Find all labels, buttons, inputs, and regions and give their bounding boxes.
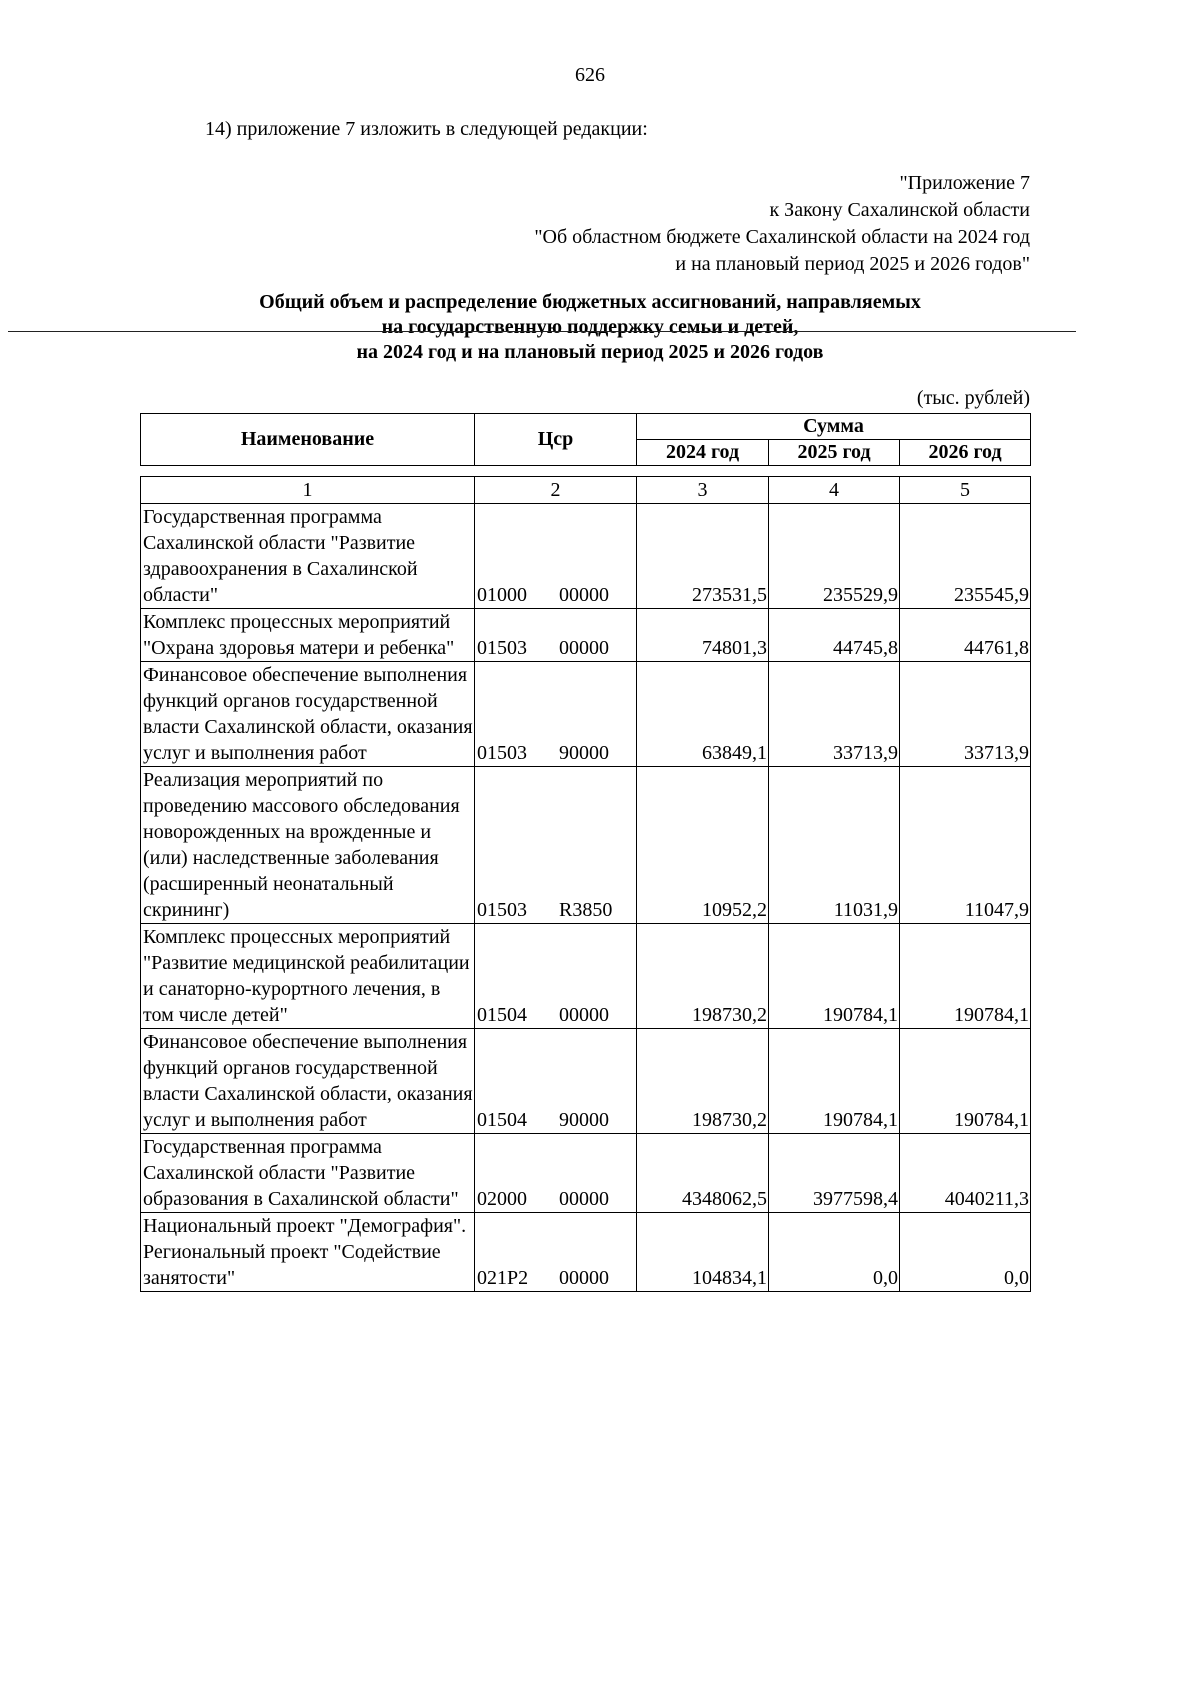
column-index: 3	[637, 477, 769, 504]
value-2025: 44745,8	[769, 609, 900, 662]
title-line: Общий объем и распределение бюджетных ассигнований, направляемых	[259, 291, 921, 313]
value-2024: 63849,1	[637, 662, 769, 767]
row-code	[475, 767, 637, 924]
header-sum: Сумма	[637, 414, 1031, 440]
value-2025: 33713,9	[769, 662, 900, 767]
code-part-2: 00000	[559, 584, 609, 606]
table-row	[141, 924, 1031, 1029]
value-2024: 74801,3	[637, 609, 769, 662]
header-name: Наименование	[141, 414, 475, 466]
value-2025: 3977598,4	[769, 1134, 900, 1213]
value-2026: 190784,1	[900, 1029, 1031, 1134]
appendix-line: и на плановый период 2025 и 2026 годов"	[675, 253, 1030, 275]
value-2024: 4348062,5	[637, 1134, 769, 1213]
value-2025: 11031,9	[769, 767, 900, 924]
code-part-1: 01000	[477, 584, 527, 606]
code-part-1: 01503	[477, 899, 527, 921]
row-code	[475, 504, 637, 609]
row-name: Финансовое обеспечение выполнения функций органов государственной власти Сахалинской области, оказания услуг и выполнения работ	[141, 1029, 475, 1134]
value-2024: 198730,2	[637, 1029, 769, 1134]
appendix-line: к Закону Сахалинской области	[769, 199, 1030, 221]
value-2026: 33713,9	[900, 662, 1031, 767]
code-part-1: 01504	[477, 1109, 527, 1131]
code-part-1: 01503	[477, 742, 527, 764]
appendix-line: "Приложение 7	[899, 172, 1030, 194]
code-part-2: R3850	[559, 899, 613, 921]
table-row	[141, 1213, 1031, 1292]
column-index: 1	[141, 477, 475, 504]
value-2024: 104834,1	[637, 1213, 769, 1292]
value-2024: 273531,5	[637, 504, 769, 609]
row-code	[475, 662, 637, 767]
units-label: (тыс. рублей)	[916, 387, 1030, 409]
page-number: 626	[575, 64, 605, 86]
amendment-instruction: 14) приложение 7 изложить в следующей редакции:	[205, 118, 648, 140]
code-part-2: 90000	[559, 1109, 609, 1131]
value-2026: 190784,1	[900, 924, 1031, 1029]
column-index: 5	[900, 477, 1031, 504]
code-part-2: 90000	[559, 742, 609, 764]
value-2025: 0,0	[769, 1213, 900, 1292]
row-code	[475, 1029, 637, 1134]
value-2026: 11047,9	[900, 767, 1031, 924]
document-title	[0, 290, 1180, 365]
budget-table	[140, 476, 1031, 1292]
table-row	[141, 767, 1031, 924]
appendix-reference	[534, 170, 1030, 278]
row-code	[475, 609, 637, 662]
scan-line-divider	[8, 331, 1076, 332]
value-2025: 190784,1	[769, 1029, 900, 1134]
row-name: Государственная программа Сахалинской области "Развитие здравоохранения в Сахалинской области"	[141, 504, 475, 609]
row-name: Государственная программа Сахалинской области "Развитие образования в Сахалинской области"	[141, 1134, 475, 1213]
value-2025: 190784,1	[769, 924, 900, 1029]
value-2025: 235529,9	[769, 504, 900, 609]
title-line: на 2024 год и на плановый период 2025 и 2026 годов	[356, 341, 824, 363]
code-part-1: 02000	[477, 1188, 527, 1210]
code-part-1: 01503	[477, 637, 527, 659]
header-year-2024: 2024 год	[637, 440, 769, 466]
value-2026: 235545,9	[900, 504, 1031, 609]
table-row	[141, 662, 1031, 767]
code-part-1: 021P2	[477, 1267, 529, 1289]
code-part-1: 01504	[477, 1004, 527, 1026]
table-row	[141, 609, 1031, 662]
column-index-row	[141, 477, 1031, 504]
code-part-2: 00000	[559, 1188, 609, 1210]
row-name: Комплекс процессных мероприятий "Развитие медицинской реабилитации и санаторно-курортного лечения, в том числе детей"	[141, 924, 475, 1029]
row-name: Национальный проект "Демография". Региональный проект "Содействие занятости"	[141, 1213, 475, 1292]
value-2024: 10952,2	[637, 767, 769, 924]
code-part-2: 00000	[559, 1004, 609, 1026]
value-2026: 4040211,3	[900, 1134, 1031, 1213]
header-year-2026: 2026 год	[900, 440, 1031, 466]
header-year-2025: 2025 год	[769, 440, 900, 466]
row-name: Финансовое обеспечение выполнения функций органов государственной власти Сахалинской области, оказания услуг и выполнения работ	[141, 662, 475, 767]
appendix-line: "Об областном бюджете Сахалинской области на 2024 год	[534, 226, 1030, 248]
row-name: Реализация мероприятий по проведению массового обследования новорожденных на врожденные и (или) наследственные заболевания (расширенный неонатальный скрининг)	[141, 767, 475, 924]
row-code	[475, 924, 637, 1029]
column-index: 4	[769, 477, 900, 504]
table-row	[141, 1029, 1031, 1134]
code-part-2: 00000	[559, 1267, 609, 1289]
table-row	[141, 504, 1031, 609]
table-header	[140, 413, 1031, 466]
title-line: на государственную поддержку семьи и детей,	[381, 316, 799, 338]
row-name: Комплекс процессных мероприятий "Охрана здоровья матери и ребенка"	[141, 609, 475, 662]
row-code	[475, 1213, 637, 1292]
value-2024: 198730,2	[637, 924, 769, 1029]
header-code: Цср	[475, 414, 637, 466]
row-code	[475, 1134, 637, 1213]
column-index: 2	[475, 477, 637, 504]
value-2026: 44761,8	[900, 609, 1031, 662]
table-row	[141, 1134, 1031, 1213]
value-2026: 0,0	[900, 1213, 1031, 1292]
code-part-2: 00000	[559, 637, 609, 659]
